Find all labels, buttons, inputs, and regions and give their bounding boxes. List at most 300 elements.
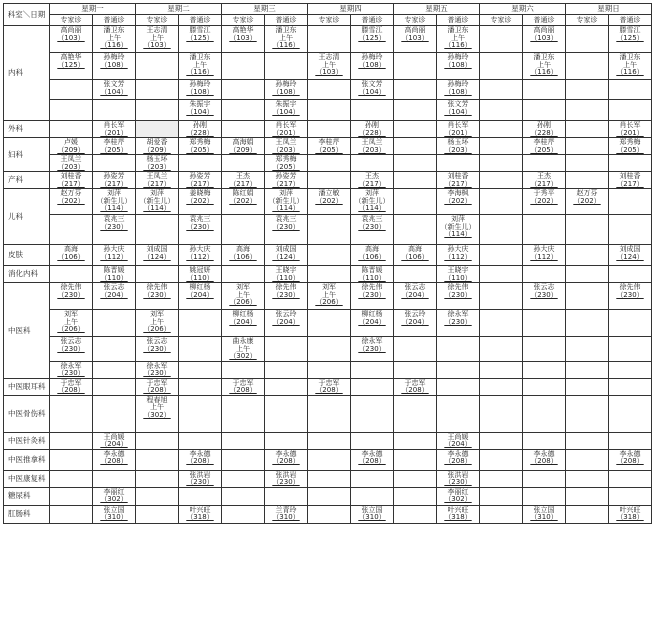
schedule-cell: [179, 215, 222, 245]
schedule-cell: [437, 121, 480, 138]
room-number: （108）: [272, 87, 300, 96]
schedule-cell: [179, 100, 222, 121]
doctor-name: 郑秀梅: [619, 138, 641, 146]
schedule-cell: [437, 432, 480, 449]
schedule-cell: [93, 172, 136, 189]
room-number: （230）: [186, 222, 214, 231]
schedule-cell: [179, 245, 222, 266]
schedule-cell: [136, 470, 179, 487]
day-header-sunday: 星期日: [566, 4, 652, 15]
doctor-name: 徐永军: [60, 361, 82, 370]
doctor-name: 高海: [236, 245, 250, 253]
schedule-cell: [222, 505, 265, 523]
schedule-cell: [93, 470, 136, 487]
schedule-cell: [609, 121, 652, 138]
room-number: （108）: [186, 87, 214, 96]
doctor-name: 于忠军: [232, 378, 254, 387]
schedule-cell: [136, 80, 179, 100]
schedule-cell: [523, 53, 566, 80]
general-clinic-header: 普通诊: [437, 15, 480, 26]
schedule-row: [4, 121, 652, 138]
room-number: （217）: [358, 179, 386, 188]
schedule-cell: [609, 266, 652, 283]
schedule-cell: [394, 100, 437, 121]
room-number: （208）: [272, 457, 300, 465]
schedule-row: [4, 155, 652, 172]
schedule-cell: [265, 487, 308, 505]
room-number: （217）: [57, 179, 85, 188]
room-number: （208）: [444, 457, 472, 465]
room-number: （204）: [100, 290, 128, 299]
schedule-cell: [222, 470, 265, 487]
day-header-row: [4, 4, 652, 15]
doctor-name: 徐永军: [146, 361, 168, 370]
schedule-cell: [394, 53, 437, 80]
doctor-name: 叶兴旺: [619, 505, 641, 514]
department-label: 中医骨伤科: [4, 395, 50, 432]
schedule-row: [4, 283, 652, 310]
schedule-cell: [609, 100, 652, 121]
doctor-name: 孙姿芳: [189, 172, 211, 180]
schedule-cell: [351, 138, 394, 155]
doctor-name: 高海: [365, 245, 379, 253]
schedule-cell: [566, 138, 609, 155]
schedule-row: [4, 449, 652, 470]
department-label: 肛肠科: [4, 505, 50, 523]
schedule-cell: [93, 361, 136, 378]
room-number: （230）: [143, 369, 171, 377]
doctor-name: 赵万芬: [60, 189, 82, 197]
room-number: （206）: [57, 325, 85, 333]
room-number: （114）: [143, 204, 171, 212]
room-number: （217）: [229, 179, 257, 188]
day-header-saturday: 星期六: [480, 4, 566, 15]
doctor-name: 陈晋媛: [103, 266, 125, 274]
schedule-cell: [480, 138, 523, 155]
doctor-name: 潘卫东: [447, 26, 469, 34]
schedule-cell: [50, 26, 93, 53]
schedule-cell: [609, 487, 652, 505]
room-number: （204）: [272, 317, 300, 326]
session-note: （新生儿）: [440, 222, 476, 231]
schedule-row: [4, 266, 652, 283]
schedule-cell: [480, 449, 523, 470]
session-note: 上午: [322, 290, 336, 299]
doctor-name: 王杰: [236, 172, 250, 180]
schedule-row: [4, 361, 652, 378]
doctor-name: 王尚媛: [447, 432, 469, 441]
schedule-cell: [222, 395, 265, 432]
schedule-cell: [308, 215, 351, 245]
room-number: （116）: [272, 41, 300, 49]
schedule-cell: [394, 283, 437, 310]
schedule-cell: [308, 487, 351, 505]
schedule-cell: [308, 395, 351, 432]
outpatient-schedule-table: [3, 3, 652, 524]
doctor-name: 肖长军: [103, 121, 125, 129]
room-number: （108）: [444, 60, 472, 69]
room-number: （205）: [100, 145, 128, 154]
schedule-cell: [394, 310, 437, 337]
schedule-cell: [566, 505, 609, 523]
schedule-cell: [308, 310, 351, 337]
schedule-cell: [222, 337, 265, 362]
schedule-cell: [566, 121, 609, 138]
doctor-name: 张云玲: [404, 310, 426, 318]
room-number: （310）: [358, 513, 386, 521]
room-number: （116）: [186, 68, 214, 76]
schedule-cell: [308, 53, 351, 80]
room-number: （110）: [358, 273, 386, 282]
day-header-tuesday: 星期二: [136, 4, 222, 15]
schedule-cell: [50, 310, 93, 337]
room-number: （203）: [358, 145, 386, 154]
schedule-cell: [308, 283, 351, 310]
schedule-cell: [222, 121, 265, 138]
schedule-cell: [93, 505, 136, 523]
room-number: （204）: [100, 440, 128, 448]
schedule-row: [4, 245, 652, 266]
room-number: （217）: [444, 179, 472, 188]
schedule-cell: [523, 189, 566, 215]
room-number: （110）: [186, 273, 214, 282]
expert-clinic-header: 专家诊: [394, 15, 437, 26]
schedule-cell: [437, 378, 480, 395]
schedule-cell: [480, 361, 523, 378]
room-number: （302）: [229, 352, 257, 360]
doctor-name: 孙梅玲: [447, 53, 469, 61]
doctor-name: 孙姿芳: [103, 172, 125, 180]
schedule-cell: [394, 266, 437, 283]
schedule-cell: [93, 487, 136, 505]
schedule-row: [4, 100, 652, 121]
schedule-cell: [265, 470, 308, 487]
expert-clinic-header: 专家诊: [222, 15, 265, 26]
schedule-cell: [222, 487, 265, 505]
schedule-cell: [351, 337, 394, 362]
doctor-name: 肖长军: [447, 121, 469, 129]
schedule-cell: [265, 138, 308, 155]
session-note: 上午: [150, 33, 164, 42]
schedule-cell: [437, 53, 480, 80]
schedule-cell: [50, 189, 93, 215]
doctor-name: 袁兆三: [103, 215, 125, 223]
schedule-cell: [394, 80, 437, 100]
doctor-name: 潘卫东: [533, 53, 555, 61]
room-number: （103）: [57, 33, 85, 42]
room-number: （230）: [186, 478, 214, 486]
room-number: （106）: [401, 252, 429, 261]
schedule-cell: [609, 155, 652, 172]
schedule-cell: [179, 266, 222, 283]
schedule-cell: [437, 80, 480, 100]
room-number: （108）: [444, 87, 472, 96]
schedule-cell: [136, 245, 179, 266]
doctor-name: 郑秀梅: [275, 155, 297, 163]
room-number: （208）: [229, 386, 257, 394]
doctor-name: 王凤兰: [60, 155, 82, 163]
schedule-cell: [351, 100, 394, 121]
schedule-cell: [265, 337, 308, 362]
schedule-cell: [136, 310, 179, 337]
room-number: （114）: [272, 204, 300, 212]
schedule-cell: [523, 138, 566, 155]
room-number: （202）: [530, 196, 558, 205]
schedule-cell: [222, 138, 265, 155]
session-note: 上午: [107, 33, 121, 42]
room-number: （201）: [616, 128, 644, 137]
doctor-name: 孙姿芳: [275, 172, 297, 180]
room-number: （104）: [100, 87, 128, 96]
doctor-name: 叶兴旺: [189, 505, 211, 514]
department-label: 糖尿科: [4, 487, 50, 505]
schedule-cell: [222, 361, 265, 378]
schedule-cell: [93, 378, 136, 395]
schedule-cell: [566, 266, 609, 283]
doctor-name: 刘萍: [279, 189, 293, 197]
doctor-name: 潘卫东: [619, 53, 641, 61]
schedule-cell: [566, 432, 609, 449]
doctor-name: 郑秀梅: [189, 138, 211, 146]
schedule-cell: [308, 26, 351, 53]
doctor-name: 朱振宇: [275, 100, 297, 108]
schedule-cell: [179, 138, 222, 155]
session-note: 上午: [537, 60, 551, 69]
schedule-cell: [50, 432, 93, 449]
doctor-name: 滕雪江: [361, 26, 383, 34]
schedule-cell: [50, 138, 93, 155]
session-note: 上午: [150, 317, 164, 326]
room-number: （202）: [444, 196, 472, 205]
general-clinic-header: 普通诊: [265, 15, 308, 26]
room-number: （103）: [401, 33, 429, 42]
schedule-cell: [93, 449, 136, 470]
room-number: （112）: [444, 252, 472, 261]
schedule-cell: [222, 26, 265, 53]
schedule-cell: [50, 449, 93, 470]
day-header-thursday: 星期四: [308, 4, 394, 15]
schedule-cell: [265, 155, 308, 172]
session-note: （新生儿）: [96, 196, 132, 205]
room-number: （208）: [186, 457, 214, 465]
doctor-name: 胡爱香: [146, 138, 168, 146]
room-number: （204）: [401, 290, 429, 299]
schedule-cell: [523, 215, 566, 245]
doctor-name: 李永德: [447, 449, 469, 458]
schedule-cell: [265, 26, 308, 53]
schedule-cell: [265, 505, 308, 523]
room-number: （104）: [444, 107, 472, 116]
schedule-cell: [609, 505, 652, 523]
doctor-name: 刘军: [322, 283, 336, 291]
schedule-cell: [523, 155, 566, 172]
room-number: （230）: [616, 290, 644, 299]
schedule-cell: [437, 26, 480, 53]
schedule-cell: [351, 245, 394, 266]
doctor-name: 徐先伟: [447, 283, 469, 291]
schedule-cell: [437, 337, 480, 362]
expert-clinic-header: 专家诊: [308, 15, 351, 26]
schedule-cell: [566, 361, 609, 378]
schedule-cell: [566, 449, 609, 470]
schedule-cell: [136, 172, 179, 189]
doctor-name: 李桂芹: [103, 138, 125, 146]
schedule-cell: [265, 378, 308, 395]
schedule-cell: [609, 80, 652, 100]
room-number: （112）: [186, 252, 214, 261]
schedule-cell: [179, 80, 222, 100]
schedule-cell: [523, 378, 566, 395]
schedule-cell: [93, 337, 136, 362]
room-number: （202）: [315, 196, 343, 205]
schedule-cell: [566, 470, 609, 487]
schedule-cell: [308, 172, 351, 189]
room-number: （103）: [143, 41, 171, 49]
schedule-cell: [93, 80, 136, 100]
department-label: 外科: [4, 121, 50, 138]
room-number: （208）: [616, 457, 644, 465]
room-number: （228）: [530, 128, 558, 137]
schedule-cell: [566, 100, 609, 121]
doctor-name: 孙梅玲: [189, 80, 211, 88]
schedule-cell: [609, 245, 652, 266]
schedule-cell: [265, 449, 308, 470]
schedule-cell: [136, 283, 179, 310]
schedule-cell: [93, 266, 136, 283]
doctor-name: 张洪岩: [447, 470, 469, 479]
room-number: （203）: [444, 145, 472, 154]
doctor-name: 孙刚: [537, 121, 551, 129]
department-label: 妇科: [4, 138, 50, 172]
schedule-cell: [50, 215, 93, 245]
schedule-cell: [222, 215, 265, 245]
schedule-cell: [523, 100, 566, 121]
schedule-cell: [136, 337, 179, 362]
schedule-cell: [480, 172, 523, 189]
session-note: 上午: [623, 60, 637, 69]
schedule-cell: [265, 189, 308, 215]
doctor-name: 刘成国: [275, 245, 297, 253]
schedule-cell: [265, 100, 308, 121]
schedule-cell: [523, 505, 566, 523]
schedule-cell: [351, 26, 394, 53]
schedule-cell: [50, 361, 93, 378]
doctor-name: 于忠军: [60, 378, 82, 387]
schedule-cell: [308, 378, 351, 395]
doctor-name: 李永德: [275, 449, 297, 458]
room-number: （204）: [229, 317, 257, 326]
schedule-cell: [609, 189, 652, 215]
schedule-cell: [523, 26, 566, 53]
session-note: 上午: [451, 33, 465, 42]
schedule-cell: [394, 505, 437, 523]
schedule-cell: [351, 121, 394, 138]
room-number: （112）: [530, 252, 558, 261]
schedule-cell: [265, 432, 308, 449]
room-number: （230）: [143, 344, 171, 353]
schedule-cell: [179, 337, 222, 362]
day-header-monday: 星期一: [50, 4, 136, 15]
doctor-name: 杨玉环: [146, 155, 168, 163]
schedule-cell: [136, 266, 179, 283]
schedule-cell: [351, 432, 394, 449]
schedule-cell: [609, 310, 652, 337]
doctor-name: 曲永康: [232, 337, 254, 345]
doctor-name: 徐先伟: [619, 283, 641, 291]
schedule-cell: [523, 245, 566, 266]
schedule-cell: [566, 26, 609, 53]
room-number: （104）: [186, 107, 214, 116]
room-number: （217）: [186, 179, 214, 188]
schedule-cell: [222, 80, 265, 100]
doctor-name: 于秀平: [533, 189, 555, 197]
doctor-name: 兰青玲: [275, 505, 297, 514]
schedule-cell: [351, 449, 394, 470]
schedule-cell: [136, 121, 179, 138]
doctor-name: 张立国: [361, 505, 383, 514]
schedule-cell: [265, 395, 308, 432]
schedule-cell: [437, 449, 480, 470]
general-clinic-header: 普通诊: [179, 15, 222, 26]
doctor-name: 高海: [408, 245, 422, 253]
schedule-cell: [480, 155, 523, 172]
schedule-cell: [609, 53, 652, 80]
room-number: （205）: [272, 162, 300, 171]
schedule-cell: [179, 361, 222, 378]
schedule-cell: [222, 283, 265, 310]
doctor-name: 张文芳: [447, 100, 469, 108]
schedule-cell: [93, 245, 136, 266]
doctor-name: 张立国: [533, 505, 555, 514]
doctor-name: 张洪岩: [189, 470, 211, 479]
doctor-name: 于忠军: [146, 378, 168, 387]
schedule-cell: [179, 487, 222, 505]
doctor-name: 潘卫东: [189, 53, 211, 61]
session-note: 上午: [236, 290, 250, 299]
room-number: （230）: [530, 290, 558, 299]
doctor-name: 于忠军: [318, 378, 340, 387]
doctor-name: 孙刚: [193, 121, 207, 129]
room-number: （116）: [616, 68, 644, 76]
doctor-name: 李丽红: [447, 487, 469, 496]
room-number: （203）: [57, 162, 85, 171]
room-number: （116）: [100, 41, 128, 49]
room-number: （108）: [358, 60, 386, 69]
schedule-cell: [179, 189, 222, 215]
room-number: （230）: [358, 290, 386, 299]
doctor-name: 徐先伟: [146, 283, 168, 291]
schedule-cell: [50, 245, 93, 266]
schedule-cell: [480, 189, 523, 215]
room-number: （206）: [143, 325, 171, 333]
schedule-cell: [480, 80, 523, 100]
schedule-row: [4, 172, 652, 189]
schedule-cell: [566, 155, 609, 172]
doctor-name: 王杰: [537, 172, 551, 180]
schedule-row: [4, 80, 652, 100]
schedule-cell: [394, 121, 437, 138]
room-number: （108）: [100, 60, 128, 69]
clinic-type-header-row: [4, 15, 652, 26]
doctor-name: 于忠军: [404, 378, 426, 387]
room-number: （112）: [100, 252, 128, 261]
schedule-cell: [523, 487, 566, 505]
expert-clinic-header: 专家诊: [566, 15, 609, 26]
schedule-cell: [437, 470, 480, 487]
room-number: （103）: [315, 68, 343, 76]
doctor-name: 张云志: [404, 283, 426, 291]
schedule-cell: [308, 266, 351, 283]
